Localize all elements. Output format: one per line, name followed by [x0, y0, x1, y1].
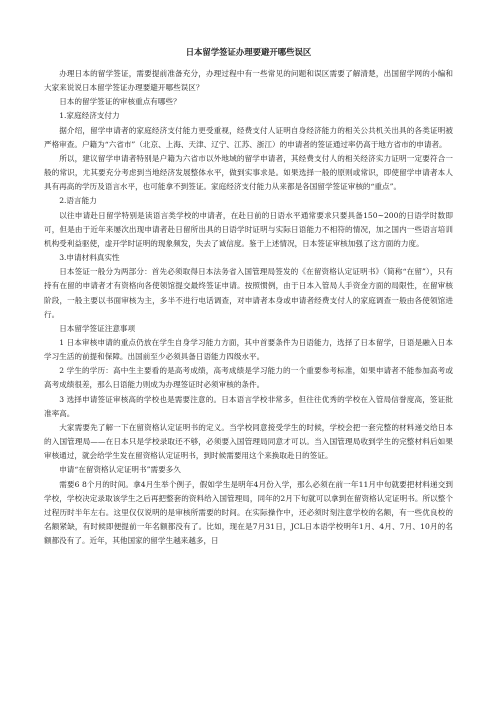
- subsection-heading: 2.语言能力: [59, 196, 97, 206]
- paragraph: 需要6 8个月的时间。拿4月生举个例子，假如学生是明年4月份入学，那么必须在前一年11月中旬就要把材料递交到学校，学校决定录取该学生之后再把整套的资料给入国管理局，同年的2月下旬就可以拿到在留资格认定证明书。所以整个过程历时半年左右。这里仅仅说明的是审核所需要的时间。在实际操作中，还必须时刻注意学校的名额，有一些优良校的名额紧缺，有时候即便提前一年名额都没有了。比如，现在是7月31日，JCL日本语学校明年1月、4月、7月、10月的名额都没有了。近年，其他国家的留学生越来越多，日: [44, 479, 453, 546]
- section-heading: 申请“在留资格认定证明书”需要多久: [59, 465, 181, 475]
- document-title: 日本留学签证办理要避开哪些误区: [185, 47, 312, 57]
- section-heading: 日本留学签证注意事项: [59, 323, 136, 333]
- paragraph: 日本签证一般分为两部分：首先必须取得日本法务省入国管理局签发的《在留资格认定证明书》（简称“在留”），只有持有在留的申请者才有资格向各使领馆提交最终签证申请。按照惯例，由于日本入管局人手资金方面的局限性，在留审核阶段，一般主要以书面审核为主，多半不进行电话调查，对申请者本身或申请者经费支付人的家庭调查一般由各使领馆进行。: [44, 267, 453, 319]
- paragraph: 3 选择申请签证审核高的学校也是需要注意的。日本语言学校非常多，但往往优秀的学校在入管局信誉度高，签证批准率高。: [44, 394, 453, 418]
- paragraph: 大家需要先了解一下在留资格认定证明书的定义。当学校同意接受学生的时候，学校会把一套完整的材料递交给日本的入国管理局——在日本只是学校录取还不够，必须要入国管理局同意才可以。当入国管理局收到学生的完整材料后如果审核通过，就会给学生发在留资格认定证明书，到时候需要用这个来换取赴日的签证。: [44, 422, 453, 461]
- section-heading: 日本的留学签证的审核重点有哪些？: [59, 97, 181, 107]
- paragraph: 2 学生的学历：高中生主要看的是高考成绩，高考成绩是学习能力的一个重要参考标准，如果申请者不能参加高考或高考成绩很差，那么日语能力则成为办理签证时必须审核的条件。: [44, 366, 453, 390]
- paragraph: 以往申请赴日留学特别是读语言类学校的申请者，在赴日前的日语水平通常要求只要具备150~200的日语学时数即可，但是由于近年来屡次出现申请者赴日留所出具的日语学时证明与实际日语能力不相符的情况，加之国内一些语言培训机构受利益驱使，虚开学时证明的现象频发，失去了诚信度。鉴于上述情况，日本签证审核加强了这方面的力度。: [44, 210, 453, 248]
- paragraph: 据介绍，留学申请者的家庭经济支付能力更受重视，经费支付人证明自身经济能力的相关公共机关出具的各类证明被严格审查。户籍为“六省市”（北京、上海、天津、辽宁、江苏、浙江）的申请者的签证通过率仍高于地方省市的申请者。: [44, 125, 453, 149]
- paragraph: 办理日本的留学签证，需要提前准备充分，办理过程中有一些常见的问题和误区需要了解清楚，出国留学网的小编和大家来说说日本留学签证办理要避开哪些误区？: [44, 69, 453, 93]
- paragraph: 所以，建议留学申请者特别是户籍为六省市以外地域的留学申请者，其经费支付人的相关经济实力证明一定要符合一般的常识，尤其要充分考虑到当地经济发展整体水平，做到实事求是。如果选择一般的原则或常识，即使留学申请者本人具有再高的学历及语言水平，也可能拿不到签证。家庭经济支付能力从来都是各国留学签证审核的“重点”。: [44, 153, 453, 192]
- document-body: [44, 67, 453, 548]
- paragraph: 1 日本审核申请的重点仍放在学生自身学习能力方面，其中首要条件为日语能力，选择了日本留学，日语是融入日本学习生活的前提和保障。出国前至少必须具备日语能力四级水平。: [44, 337, 453, 362]
- subsection-heading: 1.家庭经济支付力: [59, 111, 120, 121]
- subsection-heading: 3.申请材料真实性: [59, 253, 120, 263]
